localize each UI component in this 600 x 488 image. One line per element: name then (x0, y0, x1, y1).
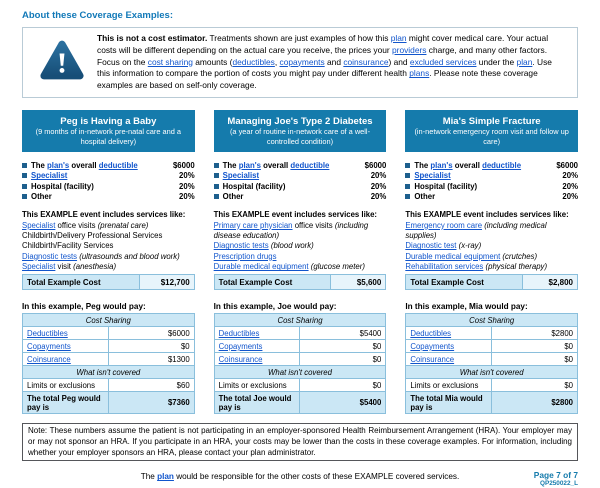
bullet-hospital (405, 182, 578, 191)
bullet-hospital (214, 182, 387, 191)
bullet-square-icon (214, 184, 219, 189)
pay-heading: In this example, Mia would pay: (405, 302, 528, 312)
hospital-value: 20% (370, 181, 387, 191)
total-value: $2800 (492, 392, 578, 414)
plan-link[interactable]: plan (390, 33, 407, 43)
bullet-square-icon (214, 163, 219, 168)
hospital-label: Hospital (facility) (31, 181, 94, 191)
service-line: Diagnostic test (x-ray) (405, 241, 482, 251)
deductibles-link[interactable]: deductibles (232, 56, 275, 67)
example-services (22, 210, 195, 272)
table-row-deductibles (23, 327, 195, 340)
document-code: QP250022_L (539, 480, 578, 488)
bullet-label: The plan's overall deductible (31, 160, 138, 170)
bullet-square-icon (405, 184, 410, 189)
bullet-other (405, 192, 578, 201)
pay-heading: In this example, Peg would pay: (22, 302, 146, 312)
page-footer (22, 470, 578, 488)
table-row-total (23, 392, 195, 414)
not-covered-header: What isn't covered (214, 366, 386, 379)
coverage-example-mia (405, 110, 578, 415)
page-info (534, 470, 578, 488)
emergency-room-care-link[interactable]: Emergency room care (405, 220, 483, 230)
deductible-link[interactable]: deductible (98, 160, 138, 170)
limits-value: $60 (108, 379, 194, 392)
service-line (214, 252, 387, 262)
other-label: Other (414, 192, 436, 202)
footer-sentence: The plan would be responsible for the other costs of these EXAMPLE covered services. (140, 472, 460, 482)
table-row-coinsurance (23, 353, 195, 366)
service-line: Specialist office visits (prenatal care) (22, 220, 149, 230)
deductibles-link[interactable]: Deductibles (27, 328, 68, 338)
example-header (214, 110, 387, 152)
service-line: Durable medical equipment (glucose meter) (213, 262, 365, 272)
bullet-square-icon (214, 173, 219, 178)
limits-value: $0 (300, 379, 386, 392)
diagnostic-tests-link[interactable]: Diagnostic tests (213, 241, 269, 251)
deductible-value: $6000 (556, 160, 578, 170)
providers-link[interactable]: providers (392, 44, 427, 55)
bullet-specialist (405, 171, 578, 180)
plan-cost-bullets (22, 161, 195, 202)
table-row-deductibles (406, 327, 578, 340)
example-title: Peg is Having a Baby (60, 115, 157, 127)
coinsurance-value: $0 (492, 353, 578, 366)
bullet-square-icon (405, 163, 410, 168)
not-covered-header-row (23, 366, 195, 379)
durable-medical-equipment-link[interactable]: Durable medical equipment (213, 262, 309, 272)
diagnostic-test-link[interactable]: Diagnostic test (405, 241, 457, 251)
coverage-example-peg (22, 110, 195, 415)
not-covered-header: What isn't covered (23, 366, 195, 379)
hospital-value: 20% (562, 181, 578, 191)
table-row-deductibles (214, 327, 386, 340)
bullet-square-icon (22, 194, 27, 199)
cost-sharing-header-row (406, 314, 578, 327)
example-subtitle: (9 months of in-network pre-natal care and a hospital delivery) (35, 127, 182, 146)
bullet-deductible (214, 161, 387, 170)
example-subtitle: (a year of routine in-network care of a well-controlled condition) (229, 127, 371, 146)
table-row-coinsurance (214, 353, 386, 366)
service-line: Childbirth/Delivery Professional Services (22, 231, 163, 241)
example-subtitle: (in-network emergency room visit and follow up care) (414, 127, 569, 146)
copayments-value: $0 (108, 340, 194, 353)
bullet-specialist (214, 171, 387, 180)
coinsurance-value: $0 (300, 353, 386, 366)
total-example-cost-row (405, 274, 578, 290)
deductible-link[interactable]: deductible (290, 160, 330, 170)
copayments-link[interactable]: Copayments (218, 341, 263, 351)
bullet-deductible (22, 161, 195, 170)
service-line: Diagnostic tests (blood work) (213, 241, 314, 251)
disclaimer-lead: This is not a cost estimator. (97, 33, 208, 43)
total-example-cost-value: $12,700 (139, 275, 194, 289)
coinsurance-link[interactable]: coinsurance (343, 56, 389, 67)
bullet-specialist (22, 171, 195, 180)
other-value: 20% (179, 192, 195, 202)
cost-sharing-header: Cost Sharing (23, 314, 195, 327)
services-heading: This EXAMPLE event includes services like: (213, 210, 378, 220)
page-number: Page 7 of 7 (533, 470, 578, 481)
other-value: 20% (562, 192, 578, 202)
other-label: Other (31, 192, 52, 202)
bullet-square-icon (405, 173, 410, 178)
not-covered-header: What isn't covered (406, 366, 578, 379)
bullet-square-icon (22, 184, 27, 189)
hra-note-box: Note: These numbers assume the patient is not participating in an employer-sponsored Health Reimbursement Arrangement (HRA). Your employer may or may not sponsor an HRA. If you participate in an HRA, your costs may be lower than the costs in these coverage examples. For information, including whether your employer sponsors an HRA, please contact your plan administrator. (22, 423, 578, 461)
cost-sharing-header-row (214, 314, 386, 327)
prescription-drugs-link[interactable]: Prescription drugs (213, 251, 277, 261)
bullet-square-icon (214, 194, 219, 199)
excluded-services-link[interactable]: excluded services (409, 56, 477, 67)
other-value: 20% (370, 192, 387, 202)
copayments-link[interactable]: copayments (279, 56, 325, 67)
plans-link[interactable]: plan's (47, 160, 70, 170)
service-line: Specialist visit (anesthesia) (22, 262, 117, 272)
coverage-examples-grid (22, 110, 578, 415)
deductible-value: $6000 (364, 160, 387, 170)
cost-sharing-table (22, 313, 195, 414)
plans-link[interactable]: plans (409, 68, 430, 79)
services-heading: This EXAMPLE event includes services like: (405, 210, 569, 220)
example-title: Mia's Simple Fracture (442, 115, 541, 127)
table-row-total (406, 392, 578, 414)
plan-link[interactable]: plan (157, 472, 174, 482)
plan-link[interactable]: plan (516, 56, 533, 67)
page-title: About these Coverage Examples: (22, 10, 173, 21)
specialist-value: 20% (562, 171, 578, 181)
service-line: Emergency room care (including medical supplies) (405, 220, 547, 241)
table-row-limits (214, 379, 386, 392)
total-example-cost-value: $2,800 (522, 275, 577, 289)
specialist-link[interactable]: Specialist (222, 171, 260, 181)
coinsurance-link[interactable]: Coinsurance (218, 354, 263, 364)
limits-value: $0 (492, 379, 578, 392)
cost-sharing-header-row (23, 314, 195, 327)
bullet-other (214, 192, 387, 201)
total-example-cost-value: $5,600 (330, 275, 385, 289)
coinsurance-link[interactable]: Coinsurance (410, 354, 455, 364)
plans-link[interactable]: plan's (430, 160, 453, 170)
durable-medical-equipment-link[interactable]: Durable medical equipment (405, 251, 501, 261)
diagnostic-tests-link[interactable]: Diagnostic tests (22, 251, 78, 261)
example-header (22, 110, 195, 152)
table-row-coinsurance (406, 353, 578, 366)
total-label: The total Peg would pay is (23, 392, 109, 414)
bullet-square-icon (22, 163, 27, 168)
example-services (405, 210, 578, 272)
plans-link[interactable]: plan's (238, 160, 261, 170)
bullet-square-icon (405, 194, 410, 199)
bullet-hospital (22, 182, 195, 191)
table-row-limits (23, 379, 195, 392)
cost-sharing-link[interactable]: cost sharing (147, 56, 193, 67)
hospital-label: Hospital (facility) (414, 181, 478, 191)
table-row-copayments (406, 340, 578, 353)
services-heading: This EXAMPLE event includes services like: (22, 210, 186, 220)
hospital-label: Hospital (facility) (222, 181, 286, 191)
service-line: Durable medical equipment (crutches) (405, 251, 538, 261)
bullet-label: The plan's overall deductible (222, 160, 330, 170)
cost-sharing-header: Cost Sharing (214, 314, 386, 327)
total-example-cost-label: Total Example Cost (23, 275, 139, 289)
deductibles-link[interactable]: Deductibles (218, 328, 260, 338)
total-example-cost-label: Total Example Cost (215, 275, 331, 289)
bullet-label: The plan's overall deductible (414, 160, 522, 170)
cost-sharing-table (405, 313, 578, 414)
example-services (214, 210, 387, 272)
total-label: The total Joe would pay is (214, 392, 300, 414)
specialist-link[interactable]: Specialist (31, 171, 68, 181)
plan-cost-bullets (405, 161, 578, 202)
disclaimer-text: This is not a cost estimator. Treatments shown are just examples of how this plan might cover medical care. Your actual costs will be different depending on the actual care you receive, the prices your providers charge, and many other factors. Focus on the cost sharing amounts (deductibles, copayments and coinsurance) and excluded services under the plan. Use this information to compare the portion of costs you might pay under different health plans. Please note these coverage examples are based on self-only coverage. (97, 33, 552, 91)
table-row-copayments (214, 340, 386, 353)
not-covered-header-row (214, 366, 386, 379)
copayments-link[interactable]: Copayments (27, 341, 71, 351)
rehabilitation-services-link[interactable]: Rehabilitation services (405, 262, 484, 272)
coinsurance-link[interactable]: Coinsurance (27, 354, 71, 364)
table-row-copayments (23, 340, 195, 353)
total-example-cost-row (214, 274, 387, 290)
specialist-link[interactable]: Specialist (414, 171, 451, 181)
deductibles-value: $2800 (492, 327, 578, 340)
bullet-square-icon (22, 173, 27, 178)
disclaimer-box (22, 27, 578, 98)
total-example-cost-label: Total Example Cost (406, 275, 522, 289)
service-line: Childbirth/Facility Services (22, 241, 114, 251)
limits-label: Limits or exclusions (23, 379, 109, 392)
service-line: Rehabilitation services (physical therapy) (405, 262, 548, 272)
total-example-cost-row (22, 274, 195, 290)
coverage-example-joe (214, 110, 387, 415)
deductibles-value: $6000 (108, 327, 194, 340)
table-row-limits (406, 379, 578, 392)
specialist-link[interactable]: Specialist (22, 262, 56, 272)
deductibles-link[interactable]: Deductibles (410, 328, 452, 338)
limits-label: Limits or exclusions (406, 379, 492, 392)
specialist-link[interactable]: Specialist (22, 220, 56, 230)
bullet-deductible (405, 161, 578, 170)
specialist-value: 20% (179, 171, 195, 181)
bullet-other (22, 192, 195, 201)
total-value: $5400 (300, 392, 386, 414)
coinsurance-value: $1300 (108, 353, 194, 366)
example-header (405, 110, 578, 152)
plan-cost-bullets (214, 161, 387, 202)
total-value: $7360 (108, 392, 194, 414)
specialist-value: 20% (370, 171, 387, 181)
table-row-total (214, 392, 386, 414)
deductibles-value: $5400 (300, 327, 386, 340)
pay-heading: In this example, Joe would pay: (213, 302, 337, 312)
total-label: The total Mia would pay is (406, 392, 492, 414)
limits-label: Limits or exclusions (214, 379, 300, 392)
deductible-value: $6000 (172, 160, 195, 170)
hospital-value: 20% (179, 181, 195, 191)
warning-triangle-icon (39, 39, 85, 86)
not-covered-header-row (406, 366, 578, 379)
service-line: Primary care physician office visits (including disease education) (213, 220, 369, 241)
service-line: Diagnostic tests (ultrasounds and blood work) (22, 251, 180, 261)
cost-sharing-table (214, 313, 387, 414)
copayments-value: $0 (300, 340, 386, 353)
cost-sharing-header: Cost Sharing (406, 314, 578, 327)
deductible-link[interactable]: deductible (482, 160, 522, 170)
primary-care-physician-link[interactable]: Primary care physician (213, 220, 293, 230)
example-title: Managing Joe's Type 2 Diabetes (227, 115, 373, 127)
copayments-link[interactable]: Copayments (410, 341, 455, 351)
copayments-value: $0 (492, 340, 578, 353)
other-label: Other (222, 192, 244, 202)
